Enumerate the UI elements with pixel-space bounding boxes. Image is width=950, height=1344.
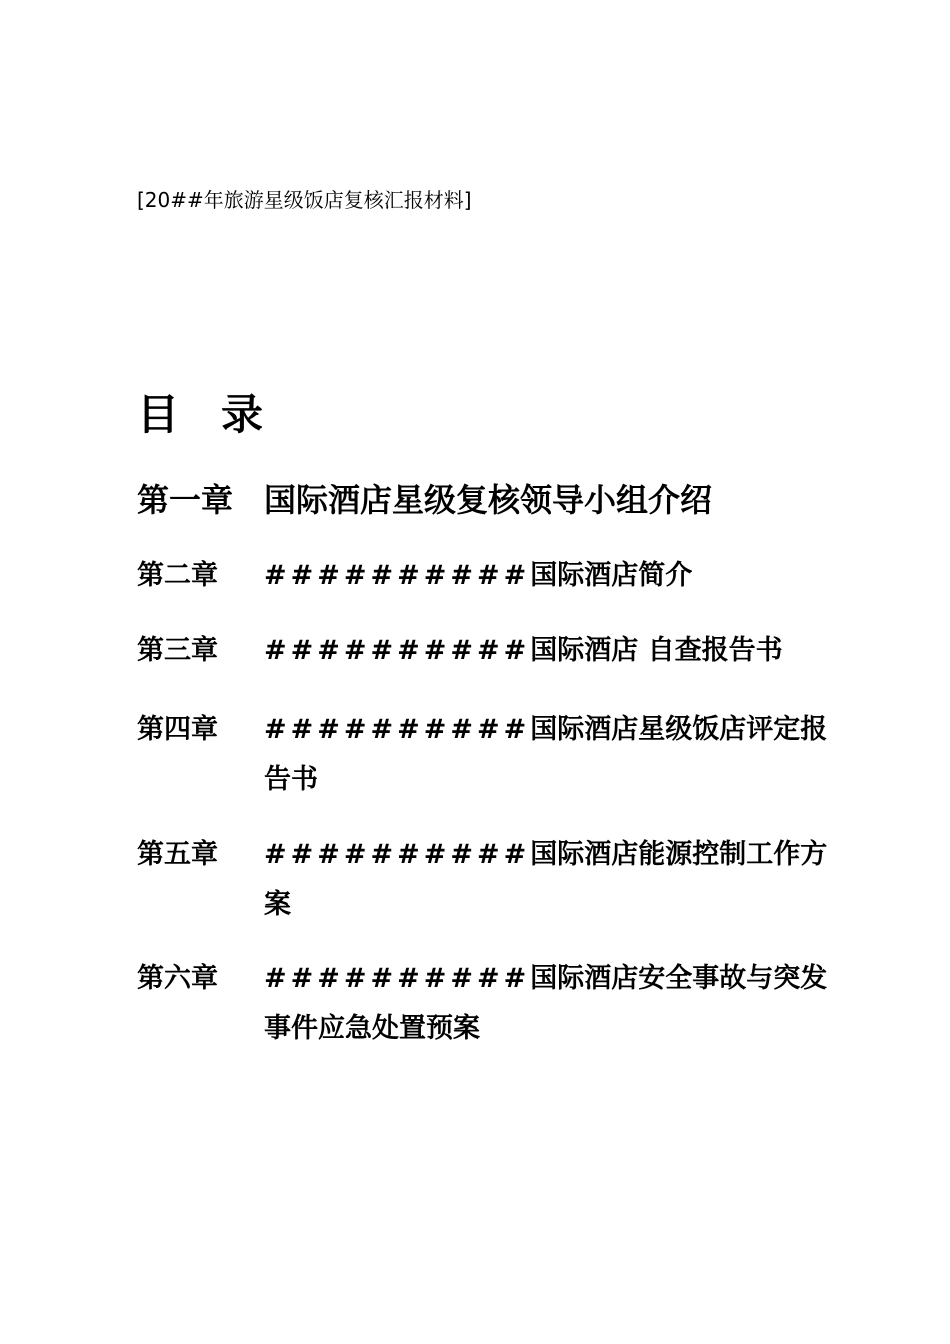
- toc-entry-hashes: ##########: [264, 839, 531, 870]
- toc-entry-text: 国际酒店 自查报告书: [530, 635, 783, 666]
- toc-entry-title: [264, 705, 829, 805]
- toc-entry-title: [264, 556, 829, 596]
- toc-chapter-label: 第五章: [137, 839, 218, 870]
- toc-entry-title: [264, 478, 829, 522]
- toc-entry-title: [264, 631, 829, 671]
- toc-entry-hashes: ##########: [264, 635, 531, 666]
- toc-title: 目 录: [137, 390, 264, 439]
- toc-entry-title: [264, 830, 829, 930]
- toc-entry-hashes: ##########: [264, 714, 531, 745]
- toc-chapter-label: 第二章: [137, 560, 218, 591]
- toc-entry-text: 国际酒店星级饭店评定报告书: [264, 714, 828, 795]
- toc-entry-text: 国际酒店简介: [530, 560, 693, 591]
- toc-entry-hashes: ##########: [264, 560, 531, 591]
- toc-chapter-label: 第一章: [137, 481, 234, 519]
- toc-chapter-label: 第三章: [137, 635, 218, 666]
- document-header: [20##年旅游星级饭店复核汇报材料]: [137, 188, 472, 212]
- toc-entry-hashes: ##########: [264, 963, 531, 994]
- toc-entry-text: 国际酒店星级复核领导小组介绍: [264, 481, 713, 519]
- toc-entry-title: [264, 954, 829, 1054]
- toc-chapter-label: 第六章: [137, 963, 218, 994]
- toc-chapter-label: 第四章: [137, 714, 218, 745]
- toc-entry-text: 国际酒店能源控制工作方案: [264, 839, 828, 920]
- toc-entry-text: 国际酒店安全事故与突发事件应急处置预案: [264, 963, 828, 1044]
